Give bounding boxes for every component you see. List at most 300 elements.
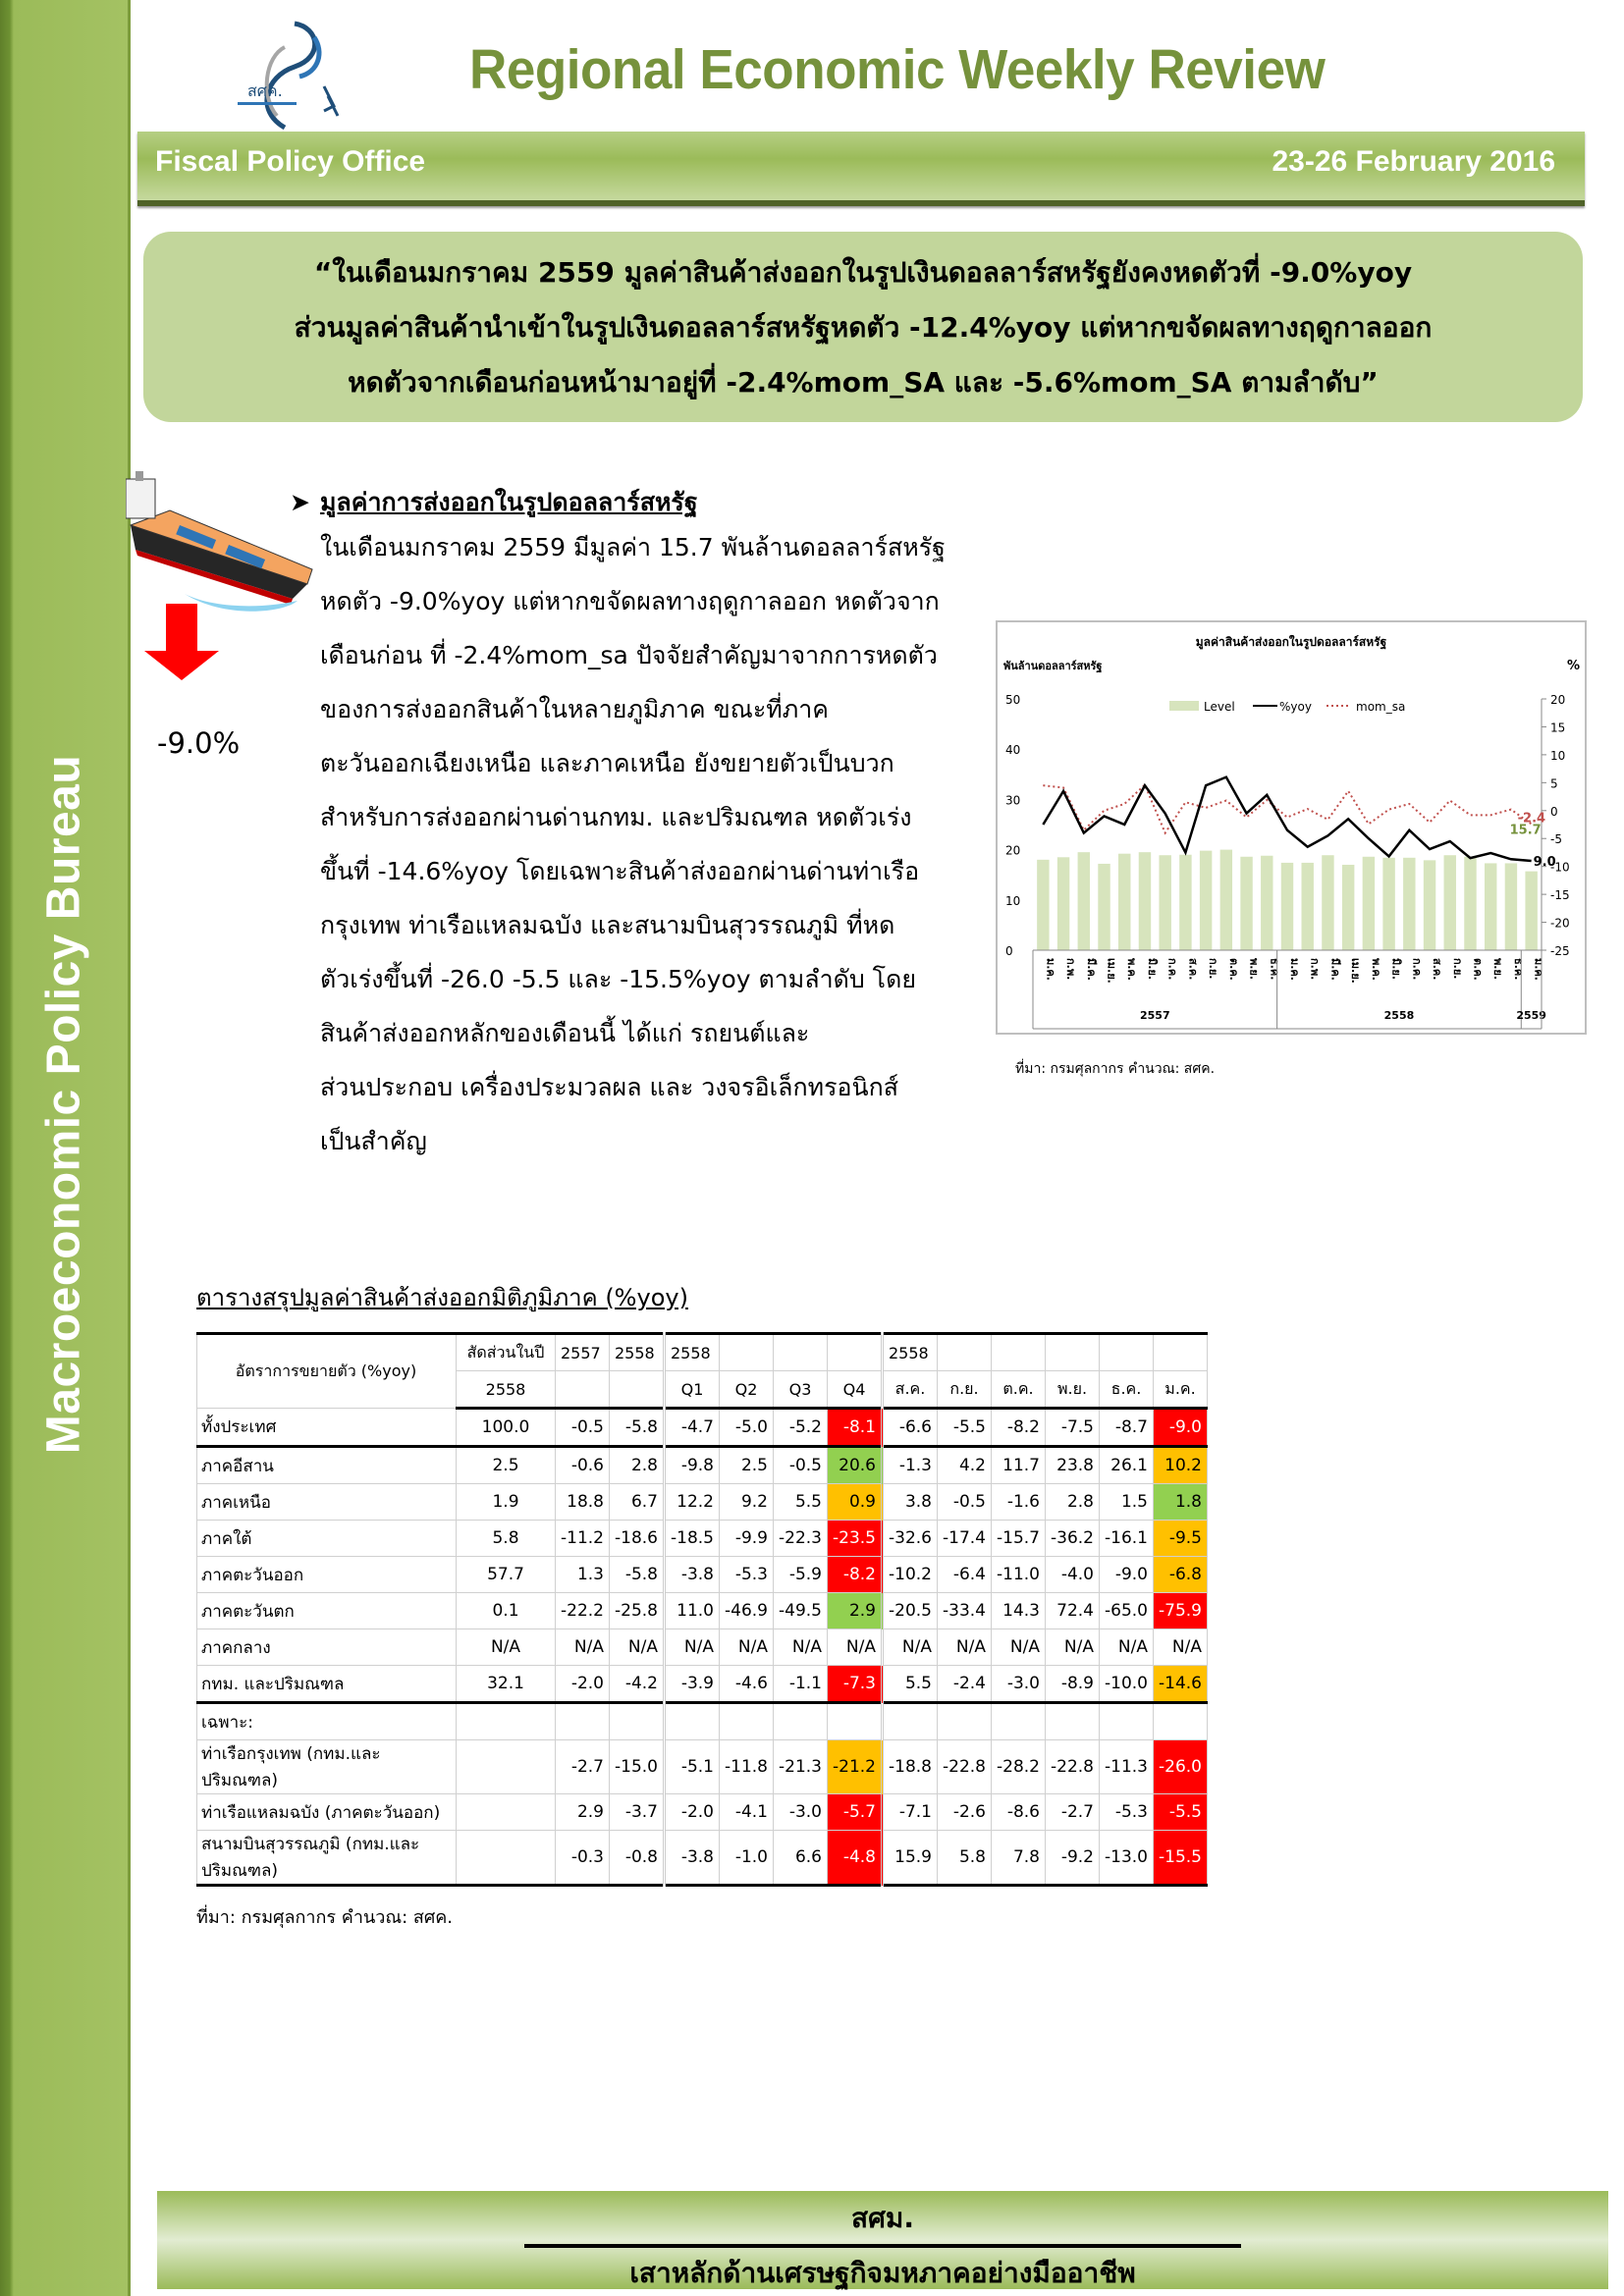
cell-q1: 12.2 xyxy=(665,1484,720,1521)
cell-dec: N/A xyxy=(1100,1629,1154,1666)
header-blank xyxy=(774,1334,828,1371)
highlight-line: หดตัวจากเดือนก่อนหน้ามาอยู่ที่ -2.4%mom_SA และ -5.6%mom_SA ตามลำดับ” xyxy=(348,366,1379,399)
cell-q2: -1.0 xyxy=(720,1831,774,1886)
row-label: สนามบินสุวรรณภูมิ (กทม.และปริมณฑล) xyxy=(197,1831,457,1886)
row-share: 57.7 xyxy=(457,1557,556,1593)
body-line: เป็นสำคัญ xyxy=(320,1127,427,1155)
bar-level xyxy=(1240,857,1252,950)
table-row xyxy=(197,1409,1208,1447)
cell-q4: 20.6 xyxy=(828,1447,883,1484)
cell-q4: -8.1 xyxy=(828,1409,883,1447)
bar-level xyxy=(1342,865,1354,950)
x-tick-label: ส.ค. xyxy=(1431,958,1444,981)
cell-oct: -28.2 xyxy=(992,1740,1046,1794)
row-label: ท่าเรือแหลมฉบัง (ภาคตะวันออก) xyxy=(197,1794,457,1831)
cell-dec: -10.0 xyxy=(1100,1666,1154,1703)
cell-nov: -4.0 xyxy=(1046,1557,1100,1593)
cell-nov: 72.4 xyxy=(1046,1593,1100,1629)
row-label: ท่าเรือกรุงเทพ (กทม.และปริมณฑล) xyxy=(197,1740,457,1794)
cell-dec: 1.5 xyxy=(1100,1484,1154,1521)
cell-oct: 11.7 xyxy=(992,1447,1046,1484)
cell-jan: -15.5 xyxy=(1154,1831,1208,1886)
x-tick-label: ก.พ. xyxy=(1064,958,1078,981)
bar-level xyxy=(1363,857,1375,950)
row-share: 1.9 xyxy=(457,1484,556,1521)
footer-abbr: สศม. xyxy=(851,2202,914,2234)
x-tick-label: ก.ย. xyxy=(1450,958,1464,980)
header-blank xyxy=(828,1334,883,1371)
blank-cell xyxy=(938,1703,992,1740)
x-tick-label: ม.ค. xyxy=(1532,958,1545,981)
header-year: 2558 xyxy=(610,1334,665,1371)
header-month: ม.ค. xyxy=(1154,1371,1208,1409)
blank-cell xyxy=(1154,1703,1208,1740)
cell-aug: -10.2 xyxy=(883,1557,938,1593)
cell-q3: -22.3 xyxy=(774,1521,828,1557)
body-line: ในเดือนมกราคม 2559 มีมูลค่า 15.7 พันล้านดอลลาร์สหรัฐ xyxy=(320,533,946,561)
cell-jan: -5.5 xyxy=(1154,1794,1208,1831)
header-quarter: Q1 xyxy=(665,1371,720,1409)
cell-y2558: N/A xyxy=(610,1629,665,1666)
x-tick-label: ม.ค. xyxy=(1044,958,1057,981)
blank-cell xyxy=(992,1703,1046,1740)
cell-oct: -8.2 xyxy=(992,1409,1046,1447)
bar-level xyxy=(1057,857,1069,950)
y2-tick-label: 10 xyxy=(1550,748,1566,763)
cell-dec: -5.3 xyxy=(1100,1794,1154,1831)
row-label: ภาคกลาง xyxy=(197,1629,457,1666)
blank-cell xyxy=(556,1703,610,1740)
cell-y2558: 2.8 xyxy=(610,1447,665,1484)
cell-q2: -46.9 xyxy=(720,1593,774,1629)
cell-y2557: -0.3 xyxy=(556,1831,610,1886)
cell-y2558: -0.8 xyxy=(610,1831,665,1886)
legend-label-mom: mom_sa xyxy=(1356,700,1406,714)
cell-sep: N/A xyxy=(938,1629,992,1666)
bar-level xyxy=(1505,863,1517,950)
bar-level xyxy=(1261,856,1272,950)
cell-y2558: -5.8 xyxy=(610,1409,665,1447)
cell-nov: -9.2 xyxy=(1046,1831,1100,1886)
highlight-box xyxy=(143,232,1583,422)
cell-sep: -5.5 xyxy=(938,1409,992,1447)
table-row xyxy=(197,1629,1208,1666)
x-tick-label: ธ.ค. xyxy=(1511,958,1525,981)
cell-y2557: -22.2 xyxy=(556,1593,610,1629)
cell-sep: -0.5 xyxy=(938,1484,992,1521)
table-row xyxy=(197,1484,1208,1521)
y2-tick-label: -10 xyxy=(1550,860,1570,875)
body-line: หดตัว -9.0%yoy แต่หากขจัดผลทางฤดูกาลออก หดตัวจาก xyxy=(320,587,940,615)
year-group-label: 2559 xyxy=(1516,1009,1546,1022)
chart-source: ที่มา: กรมศุลกากร คำนวณ: สศค. xyxy=(1015,1061,1216,1077)
cell-q2: -5.3 xyxy=(720,1557,774,1593)
cell-q3: -21.3 xyxy=(774,1740,828,1794)
legend-label-yoy: %yoy xyxy=(1279,700,1312,714)
bar-level xyxy=(1322,855,1333,950)
x-tick-label: มี.ค. xyxy=(1328,958,1342,981)
bar-level xyxy=(1179,855,1191,950)
footer-banner xyxy=(157,2191,1608,2289)
cell-sep: -33.4 xyxy=(938,1593,992,1629)
cell-q1: -3.8 xyxy=(665,1831,720,1886)
x-tick-label: มิ.ย. xyxy=(1145,958,1159,981)
header-month-year: 2558 xyxy=(883,1334,938,1371)
regional-export-table xyxy=(196,1332,1208,1887)
cell-nov: -8.9 xyxy=(1046,1666,1100,1703)
cell-q3: -49.5 xyxy=(774,1593,828,1629)
bar-level xyxy=(1118,854,1130,950)
cell-q1: -5.1 xyxy=(665,1740,720,1794)
y2-tick-label: 0 xyxy=(1550,804,1558,819)
blank-cell xyxy=(774,1703,828,1740)
cell-sep: -2.4 xyxy=(938,1666,992,1703)
cell-aug: -1.3 xyxy=(883,1447,938,1484)
row-share: N/A xyxy=(457,1629,556,1666)
x-tick-label: ม.ค. xyxy=(1288,958,1301,981)
section-body xyxy=(320,520,948,1168)
table-row xyxy=(197,1521,1208,1557)
blank-cell xyxy=(1046,1703,1100,1740)
cell-q3: -5.9 xyxy=(774,1557,828,1593)
y-tick-label: 30 xyxy=(1005,793,1021,808)
row-label: กทม. และปริมณฑล xyxy=(197,1666,457,1703)
blank-cell xyxy=(610,1703,665,1740)
cell-q1: -3.9 xyxy=(665,1666,720,1703)
body-line: ส่วนประกอบ เครื่องประมวลผล และ วงจรอิเล็กทรอนิกส์ xyxy=(320,1073,899,1101)
cell-sep: 5.8 xyxy=(938,1831,992,1886)
header-month: พ.ย. xyxy=(1046,1371,1100,1409)
cell-jan: -26.0 xyxy=(1154,1740,1208,1794)
cell-q1: -2.0 xyxy=(665,1794,720,1831)
cell-sep: -2.6 xyxy=(938,1794,992,1831)
cell-q3: 5.5 xyxy=(774,1484,828,1521)
cell-aug: -20.5 xyxy=(883,1593,938,1629)
blank-cell xyxy=(457,1703,556,1740)
cell-nov: -7.5 xyxy=(1046,1409,1100,1447)
bar-level xyxy=(1037,860,1049,950)
cell-dec: -11.3 xyxy=(1100,1740,1154,1794)
x-tick-label: เม.ย. xyxy=(1105,958,1118,984)
row-share: 5.8 xyxy=(457,1521,556,1557)
cell-q3: 6.6 xyxy=(774,1831,828,1886)
body-line: สำหรับการส่งออกผ่านด่านกทม. และปริมณฑล หดตัวเร่ง xyxy=(320,803,912,831)
cell-oct: 7.8 xyxy=(992,1831,1046,1886)
cell-q2: -4.6 xyxy=(720,1666,774,1703)
cell-q1: N/A xyxy=(665,1629,720,1666)
cell-y2557: -11.2 xyxy=(556,1521,610,1557)
table-row xyxy=(197,1740,1208,1794)
row-share xyxy=(457,1831,556,1886)
x-tick-label: ก.พ. xyxy=(1308,958,1322,981)
blank-cell xyxy=(1100,1703,1154,1740)
cell-y2557: 1.3 xyxy=(556,1557,610,1593)
annotation-level: 15.7 xyxy=(1509,823,1542,838)
table-subheading-row xyxy=(197,1703,1208,1740)
bar-level xyxy=(1220,850,1232,950)
cell-aug: -32.6 xyxy=(883,1521,938,1557)
bar-level xyxy=(1424,860,1435,950)
cell-jan: -9.5 xyxy=(1154,1521,1208,1557)
blank-cell xyxy=(720,1703,774,1740)
x-tick-label: ก.ค. xyxy=(1410,958,1424,981)
bar-level xyxy=(1078,852,1090,950)
year-group-label: 2557 xyxy=(1140,1009,1170,1022)
row-label: ภาคอีสาน xyxy=(197,1447,457,1484)
x-tick-label: ต.ค. xyxy=(1471,958,1485,981)
row-share: 32.1 xyxy=(457,1666,556,1703)
cell-y2557: -2.7 xyxy=(556,1740,610,1794)
cell-aug: -7.1 xyxy=(883,1794,938,1831)
cell-aug: -18.8 xyxy=(883,1740,938,1794)
body-line: ตะวันออกเฉียงเหนือ และภาคเหนือ ยังขยายตัวเป็นบวก xyxy=(320,749,894,777)
row-label: ภาคใต้ xyxy=(197,1521,457,1557)
bar-level xyxy=(1281,863,1293,950)
header-blank xyxy=(938,1334,992,1371)
cell-q3: N/A xyxy=(774,1629,828,1666)
cell-dec: -8.7 xyxy=(1100,1409,1154,1447)
header-label: อัตราการขยายตัว (%yoy) xyxy=(197,1334,457,1409)
y-tick-label: 20 xyxy=(1005,843,1021,858)
x-tick-label: ต.ค. xyxy=(1226,958,1240,981)
cell-y2557: -2.0 xyxy=(556,1666,610,1703)
line-mom-sa xyxy=(1043,785,1531,833)
legend-label-level: Level xyxy=(1204,700,1235,714)
cell-q4: -21.2 xyxy=(828,1740,883,1794)
highlight-line: ส่วนมูลค่าสินค้านำเข้าในรูปเงินดอลลาร์สหรัฐหดตัว -12.4%yoy แต่หากขจัดผลทางฤดูกาลออก xyxy=(294,311,1433,344)
cell-q4: -8.2 xyxy=(828,1557,883,1593)
blank-cell xyxy=(828,1703,883,1740)
cell-jan: -14.6 xyxy=(1154,1666,1208,1703)
section-heading xyxy=(290,483,698,522)
cell-sep: -22.8 xyxy=(938,1740,992,1794)
x-tick-label: มี.ค. xyxy=(1084,958,1098,981)
cell-nov: -36.2 xyxy=(1046,1521,1100,1557)
table-row xyxy=(197,1831,1208,1886)
header-month: ส.ค. xyxy=(883,1371,938,1409)
header-blank xyxy=(1046,1334,1100,1371)
y2-axis-label: % xyxy=(1567,659,1581,673)
row-share xyxy=(457,1740,556,1794)
page-title: Regional Economic Weekly Review xyxy=(469,38,1326,101)
cell-q4: -7.3 xyxy=(828,1666,883,1703)
header-month: ต.ค. xyxy=(992,1371,1046,1409)
cell-y2557: N/A xyxy=(556,1629,610,1666)
table-row xyxy=(197,1557,1208,1593)
y-tick-label: 50 xyxy=(1005,693,1021,707)
cell-q2: -5.0 xyxy=(720,1409,774,1447)
line-yoy xyxy=(1043,777,1531,861)
export-chart xyxy=(996,620,1587,1035)
sidebar-title: Macroeconomic Policy Bureau xyxy=(37,754,90,1455)
row-label: ภาคเหนือ xyxy=(197,1484,457,1521)
cell-aug: -6.6 xyxy=(883,1409,938,1447)
cell-y2558: -3.7 xyxy=(610,1794,665,1831)
y2-tick-label: -20 xyxy=(1550,916,1570,931)
subheading-label: เฉพาะ: xyxy=(197,1703,457,1740)
annotation-mom: -2.4 xyxy=(1517,811,1546,827)
section-title: มูลค่าการส่งออกในรูปดอลลาร์สหรัฐ xyxy=(319,488,698,516)
header-blank xyxy=(1100,1334,1154,1371)
cell-y2557: -0.6 xyxy=(556,1447,610,1484)
highlight-line: “ในเดือนมกราคม 2559 มูลค่าสินค้าส่งออกในรูปเงินดอลลาร์สหรัฐยังคงหดตัวที่ -9.0%yoy xyxy=(313,256,1413,289)
table-row xyxy=(197,1447,1208,1484)
header-share: สัดส่วนในปี xyxy=(457,1334,556,1371)
office-name: Fiscal Policy Office xyxy=(155,145,426,178)
blank-cell xyxy=(665,1703,720,1740)
cell-q1: -9.8 xyxy=(665,1447,720,1484)
bar-level xyxy=(1485,863,1496,950)
cell-q4: 0.9 xyxy=(828,1484,883,1521)
cell-y2558: -25.8 xyxy=(610,1593,665,1629)
cell-q4: -4.8 xyxy=(828,1831,883,1886)
bar-level xyxy=(1200,851,1212,950)
legend-swatch-level xyxy=(1169,701,1199,711)
x-tick-label: ก.ค. xyxy=(1165,958,1179,981)
cell-jan: 10.2 xyxy=(1154,1447,1208,1484)
y2-tick-label: 20 xyxy=(1550,693,1566,707)
cell-q4: -23.5 xyxy=(828,1521,883,1557)
cell-q2: -9.9 xyxy=(720,1521,774,1557)
cell-nov: N/A xyxy=(1046,1629,1100,1666)
header-month: ก.ย. xyxy=(938,1371,992,1409)
cell-dec: -65.0 xyxy=(1100,1593,1154,1629)
cell-y2557: 18.8 xyxy=(556,1484,610,1521)
cell-aug: 3.8 xyxy=(883,1484,938,1521)
cell-q1: -4.7 xyxy=(665,1409,720,1447)
down-arrow-icon xyxy=(142,604,221,682)
body-line: ตัวเร่งขึ้นที่ -26.0 -5.5 และ -15.5%yoy ตามลำดับ โดย xyxy=(320,965,916,993)
header-quarter-year: 2558 xyxy=(665,1334,720,1371)
header-blank xyxy=(992,1334,1046,1371)
x-tick-label: พ.ย. xyxy=(1247,958,1261,981)
cell-nov: 23.8 xyxy=(1046,1447,1100,1484)
cell-y2558: 6.7 xyxy=(610,1484,665,1521)
header-blank xyxy=(1154,1334,1208,1371)
header-blank xyxy=(610,1371,665,1409)
header-year: 2557 xyxy=(556,1334,610,1371)
cell-q2: -11.8 xyxy=(720,1740,774,1794)
y-tick-label: 40 xyxy=(1005,743,1021,758)
cell-q3: -0.5 xyxy=(774,1447,828,1484)
export-chart-svg xyxy=(998,622,1585,1033)
header-share-year: 2558 xyxy=(457,1371,556,1409)
body-line: สินค้าส่งออกหลักของเดือนนี้ ได้แก่ รถยนต์และ xyxy=(320,1019,810,1047)
body-line: เดือนก่อน ที่ -2.4%mom_sa ปัจจัยสำคัญมาจากการหดตัว xyxy=(320,641,938,669)
cell-jan: N/A xyxy=(1154,1629,1208,1666)
cell-q3: -5.2 xyxy=(774,1409,828,1447)
kpi-value: -9.0% xyxy=(157,726,241,760)
cell-y2558: -18.6 xyxy=(610,1521,665,1557)
cell-jan: 1.8 xyxy=(1154,1484,1208,1521)
cell-aug: N/A xyxy=(883,1629,938,1666)
bar-level xyxy=(1139,852,1151,950)
cell-q1: -3.8 xyxy=(665,1557,720,1593)
header-banner xyxy=(137,132,1585,206)
bar-level xyxy=(1159,855,1170,950)
header-quarter: Q2 xyxy=(720,1371,774,1409)
y-axis-label: พันล้านดอลลาร์สหรัฐ xyxy=(1003,660,1103,672)
cell-oct: -15.7 xyxy=(992,1521,1046,1557)
cell-q2: N/A xyxy=(720,1629,774,1666)
bar-level xyxy=(1302,863,1314,950)
body-line: ขึ้นที่ -14.6%yoy โดยเฉพาะสินค้าส่งออกผ่านด่านท่าเรือ xyxy=(320,857,920,885)
bar-level xyxy=(1525,872,1537,950)
row-share: 2.5 xyxy=(457,1447,556,1484)
table-row xyxy=(197,1666,1208,1703)
row-share xyxy=(457,1794,556,1831)
bar-level xyxy=(1403,858,1415,950)
row-share: 100.0 xyxy=(457,1409,556,1447)
footer-motto: เสาหลักด้านเศรษฐกิจมหภาคอย่างมืออาชีพ xyxy=(629,2257,1136,2289)
fpo-logo-icon xyxy=(226,18,373,133)
cell-oct: 14.3 xyxy=(992,1593,1046,1629)
bar-level xyxy=(1444,855,1456,950)
cell-q2: -4.1 xyxy=(720,1794,774,1831)
bullet-arrow-icon: ➤ xyxy=(290,488,310,516)
x-tick-label: มิ.ย. xyxy=(1389,958,1403,981)
cell-dec: -9.0 xyxy=(1100,1557,1154,1593)
cell-dec: -13.0 xyxy=(1100,1831,1154,1886)
header-quarter: Q3 xyxy=(774,1371,828,1409)
bar-level xyxy=(1382,858,1394,950)
cell-q3: -3.0 xyxy=(774,1794,828,1831)
cell-oct: -3.0 xyxy=(992,1666,1046,1703)
cell-jan: -75.9 xyxy=(1154,1593,1208,1629)
table-title: ตารางสรุปมูลค่าสินค้าส่งออกมิติภูมิภาค (%yoy) xyxy=(196,1284,688,1311)
x-tick-label: พ.ค. xyxy=(1369,958,1382,981)
cell-dec: 26.1 xyxy=(1100,1447,1154,1484)
y2-tick-label: -15 xyxy=(1550,888,1570,903)
x-tick-label: พ.ค. xyxy=(1125,958,1139,981)
cell-jan: -6.8 xyxy=(1154,1557,1208,1593)
header-month: ธ.ค. xyxy=(1100,1371,1154,1409)
table-row xyxy=(197,1794,1208,1831)
cell-q2: 2.5 xyxy=(720,1447,774,1484)
body-line: กรุงเทพ ท่าเรือแหลมฉบัง และสนามบินสุวรรณภูมิ ที่หด xyxy=(320,911,895,939)
cell-y2558: -4.2 xyxy=(610,1666,665,1703)
cell-nov: -22.8 xyxy=(1046,1740,1100,1794)
header-blank xyxy=(720,1334,774,1371)
cell-aug: 15.9 xyxy=(883,1831,938,1886)
cell-oct: N/A xyxy=(992,1629,1046,1666)
x-tick-label: ธ.ค. xyxy=(1268,958,1281,981)
cell-sep: -6.4 xyxy=(938,1557,992,1593)
table-source: ที่มา: กรมศุลกากร คำนวณ: สศค. xyxy=(196,1907,454,1928)
cell-nov: 2.8 xyxy=(1046,1484,1100,1521)
bar-level xyxy=(1098,864,1110,950)
blank-cell xyxy=(883,1703,938,1740)
header-blank xyxy=(556,1371,610,1409)
y2-tick-label: -25 xyxy=(1550,944,1570,958)
cell-y2557: 2.9 xyxy=(556,1794,610,1831)
cell-dec: -16.1 xyxy=(1100,1521,1154,1557)
body-line: ของการส่งออกสินค้าในหลายภูมิภาค ขณะที่ภาค xyxy=(320,695,830,723)
row-share: 0.1 xyxy=(457,1593,556,1629)
cell-q1: 11.0 xyxy=(665,1593,720,1629)
cell-oct: -8.6 xyxy=(992,1794,1046,1831)
header-quarter: Q4 xyxy=(828,1371,883,1409)
row-label: ภาคตะวันออก xyxy=(197,1557,457,1593)
cell-jan: -9.0 xyxy=(1154,1409,1208,1447)
issue-date: 23-26 February 2016 xyxy=(1272,145,1555,178)
cell-q1: -18.5 xyxy=(665,1521,720,1557)
y2-tick-label: 5 xyxy=(1550,776,1558,791)
x-tick-label: พ.ย. xyxy=(1491,958,1505,981)
cell-y2558: -5.8 xyxy=(610,1557,665,1593)
cell-oct: -11.0 xyxy=(992,1557,1046,1593)
cell-q2: 9.2 xyxy=(720,1484,774,1521)
